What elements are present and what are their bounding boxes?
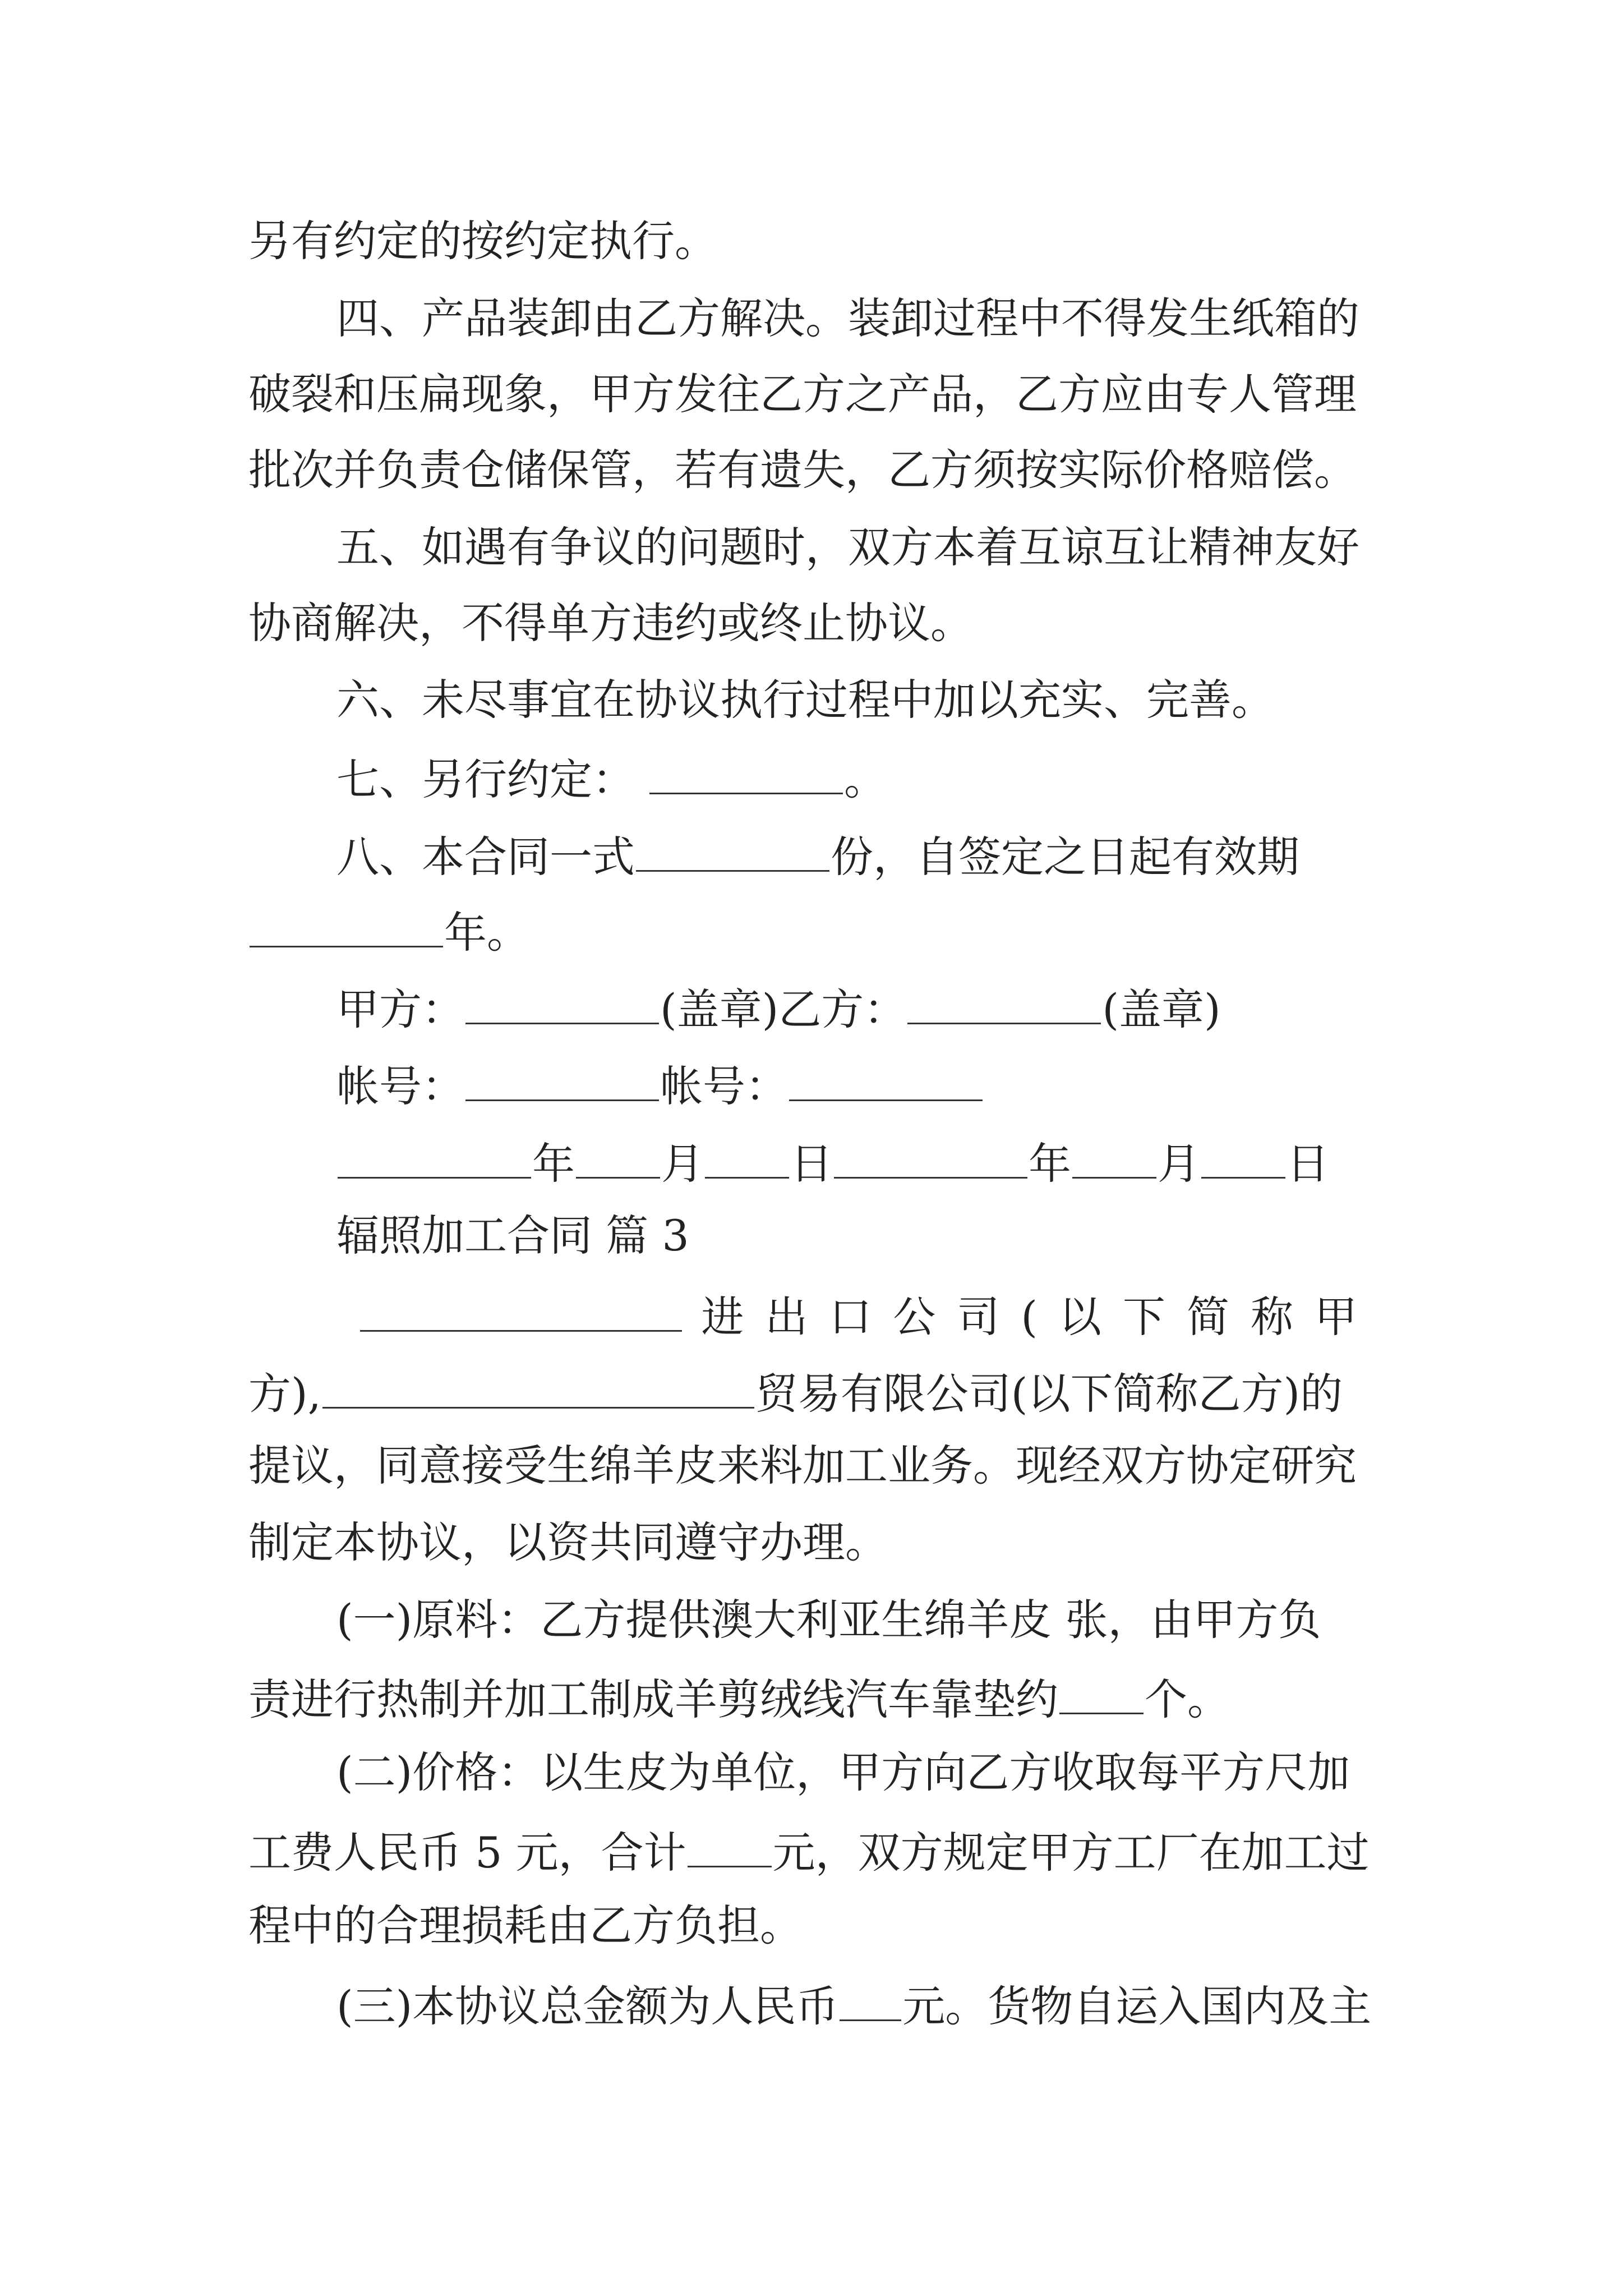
month-blank-a[interactable]	[576, 1139, 660, 1179]
fill-blank[interactable]	[636, 832, 829, 872]
seal-label: (盖章)	[1102, 984, 1221, 1035]
text-fragment: 责进行热制并加工制成羊剪绒线汽车靠垫约	[248, 1674, 1058, 1725]
party-a-b-line	[336, 984, 1221, 1035]
text-fragment: 贸易有限公司(以下简称乙方)的	[755, 1369, 1343, 1419]
text-fragment: 方),	[248, 1369, 321, 1419]
account-line	[336, 1061, 984, 1112]
total-blank[interactable]	[688, 1828, 772, 1867]
text-line: 制定本协议，以资共同遵守办理。	[248, 1517, 888, 1567]
text-fragment: 份，自签定之日起有效期	[831, 832, 1299, 882]
text-fragment: (三)本协议总金额为人民币	[336, 1981, 839, 2032]
account-blank-b[interactable]	[789, 1061, 983, 1101]
year-label: 年	[1029, 1139, 1071, 1189]
text-line: 协商解决，不得单方违约或终止协议。	[248, 598, 973, 648]
year-label: 年	[532, 1139, 575, 1189]
month-blank-b[interactable]	[1072, 1139, 1156, 1179]
text-fragment: 进出口公司(以下简称甲	[701, 1292, 1378, 1342]
text-fragment: 工费人民币 5 元，合计	[248, 1828, 686, 1878]
company-b-blank[interactable]	[322, 1369, 754, 1409]
text-line: 五、如遇有争议的问题时，双方本着互谅互让精神友好	[336, 522, 1359, 572]
account-label-b: 帐号：	[660, 1061, 788, 1112]
intro-text-spread	[701, 1292, 1378, 1342]
account-label-a: 帐号：	[336, 1061, 464, 1112]
text-fragment: 八、本合同一式	[336, 832, 635, 882]
amount-blank[interactable]	[840, 1981, 901, 2021]
text-fragment: 个。	[1145, 1674, 1230, 1725]
text-line: 另有约定的按约定执行。	[248, 216, 717, 266]
text-fragment: 元。货物自运入国内及主	[902, 1981, 1372, 2032]
account-blank-a[interactable]	[465, 1061, 659, 1101]
day-blank-a[interactable]	[705, 1139, 789, 1179]
clause-8-line-2	[248, 908, 529, 958]
clause-7-line	[336, 754, 887, 805]
amount-line	[336, 1981, 1372, 2032]
party-a-label: 甲方：	[336, 984, 464, 1035]
text-fragment: 。	[844, 754, 887, 805]
text-line: 提议，同意接受生绵羊皮来料加工业务。现经双方协定研究	[248, 1441, 1357, 1490]
text-line: 程中的合理损耗由乙方负担。	[248, 1901, 803, 1950]
clause-8-line	[336, 832, 1299, 882]
party-b-label: (盖章)乙方：	[660, 984, 907, 1035]
text-line: 六、未尽事宜在协议执行过程中加以充实、完善。	[336, 675, 1274, 725]
text-line: (二)价格：以生皮为单位，甲方向乙方收取每平方尺加	[336, 1747, 1350, 1797]
text-line: (一)原料：乙方提供澳大利亚生绵羊皮 张，由甲方负	[336, 1595, 1321, 1645]
clause-label: 七、另行约定：	[336, 754, 635, 805]
text-line: 四、产品装卸由乙方解决。装卸过程中不得发生纸箱的	[336, 293, 1359, 343]
month-label: 月	[661, 1139, 704, 1189]
text-fragment: 年。	[444, 908, 529, 958]
fill-blank[interactable]	[250, 908, 443, 947]
section-heading: 辐照加工合同 篇 3	[336, 1211, 689, 1260]
intro-line-1	[359, 1292, 1378, 1342]
year-blank-b[interactable]	[834, 1139, 1027, 1179]
text-line: 批次并负责仓储保管，若有遗失，乙方须按实际价格赔偿。	[248, 445, 1357, 495]
date-line	[336, 1139, 1329, 1189]
paragraph-4-line-1	[336, 293, 1378, 343]
month-label: 月	[1158, 1139, 1200, 1189]
year-blank-a[interactable]	[338, 1139, 531, 1179]
day-blank-b[interactable]	[1201, 1139, 1285, 1179]
materials-line-2	[248, 1674, 1230, 1725]
party-a-blank[interactable]	[465, 984, 659, 1024]
quantity-blank[interactable]	[1059, 1674, 1144, 1714]
day-label: 日	[1287, 1139, 1329, 1189]
fill-blank[interactable]	[649, 754, 843, 794]
text-fragment: 元，双方规定甲方工厂在加工过	[772, 1828, 1370, 1878]
day-label: 日	[790, 1139, 833, 1189]
party-b-blank[interactable]	[907, 984, 1101, 1024]
intro-line-2	[248, 1369, 1343, 1419]
company-a-blank[interactable]	[360, 1292, 682, 1332]
price-line-2	[248, 1828, 1370, 1878]
text-line: 破裂和压扁现象，甲方发往乙方之产品，乙方应由专人管理	[248, 369, 1357, 419]
